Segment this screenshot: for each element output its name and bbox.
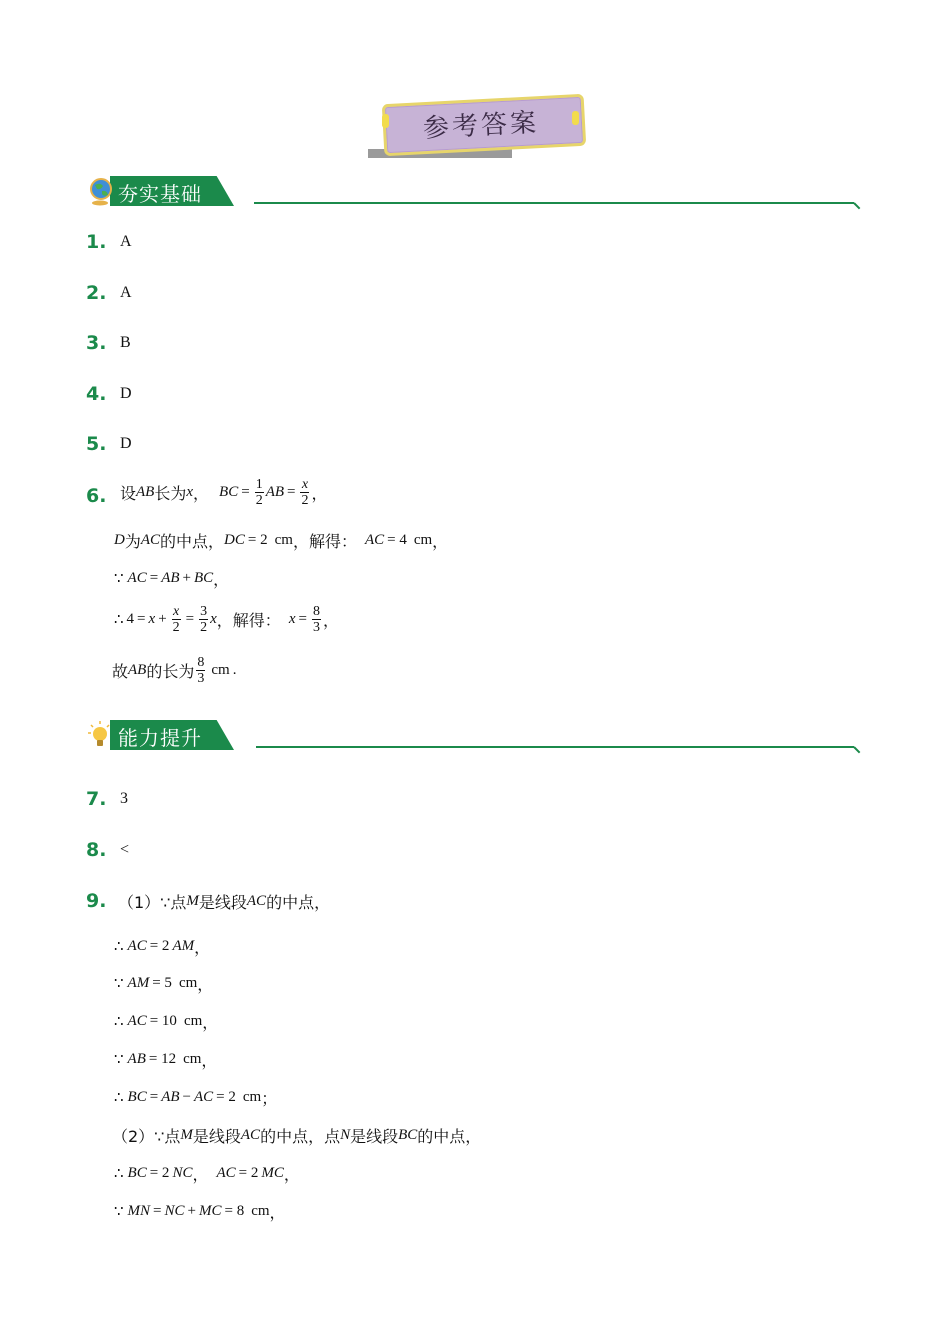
solution-line: ∵ AC = AB + BC ， — [114, 570, 230, 589]
section-rule — [254, 202, 854, 204]
question-number: 2. — [86, 282, 107, 304]
lightbulb-icon — [88, 720, 118, 750]
solution-line: （1）∵点 M 是线段 AC 的中点， — [118, 893, 331, 912]
question-number: 1. — [86, 231, 107, 253]
solution-line: D 为 AC 的中点， DC = 2 cm ，解得： AC = 4 cm ， — [114, 532, 449, 551]
section-rule-hook — [853, 746, 860, 753]
fraction: $\frac{8}{3}$ — [197, 655, 205, 686]
solution-line: ∵ AM = 5 cm ， — [114, 975, 214, 994]
answer: 3 — [120, 790, 128, 807]
fraction: $\frac{x}{2}$ — [172, 604, 180, 635]
question-number: 4. — [86, 383, 107, 405]
question-number: 7. — [86, 788, 107, 810]
section-header-basic — [88, 176, 868, 206]
fraction: $\frac{1}{2}$ — [255, 477, 263, 508]
solution-line: 故 AB 的长为 $\frac{8}{3}$ cm . — [112, 655, 237, 686]
question-number: 6. — [86, 485, 107, 507]
answer: D — [120, 435, 132, 452]
solution-line: ∵ AB = 12 cm ， — [114, 1051, 218, 1070]
solution-line: ∴ AC = 2 AM ， — [114, 938, 211, 957]
globe-icon — [88, 176, 118, 206]
question-number: 8. — [86, 839, 107, 861]
solution-line: （2）∵点 M 是线段 AC 的中点，点 N 是线段 BC 的中点， — [112, 1127, 482, 1146]
solution-line: ∴ AC = 10 cm ， — [114, 1013, 219, 1032]
fraction: $\frac{3}{2}$ — [200, 604, 208, 635]
answer: A — [120, 233, 132, 250]
fraction: $\frac{x}{2}$ — [301, 477, 309, 508]
question-number: 5. — [86, 433, 107, 455]
solution-line: ∴ BC = 2 NC ， AC = 2 MC ， — [114, 1165, 300, 1184]
solution-line: ∴ BC = AB − AC = 2 cm ； — [114, 1089, 278, 1108]
section-label: 能力提升 — [118, 726, 202, 750]
section-header-advanced — [88, 720, 868, 750]
section-rule — [256, 746, 854, 748]
answer: < — [120, 841, 130, 858]
answer: D — [120, 385, 132, 402]
question-number: 9. — [86, 890, 107, 912]
section-label: 夯实基础 — [118, 182, 202, 206]
solution-line: ∵ MN = NC + MC = 8 cm ， — [114, 1203, 286, 1222]
page-title: 参考答案 — [422, 107, 540, 145]
solution-line: ∴ 4 = x + $\frac{x}{2}$ = $\frac{3}{2}$ x ，解得： x = $\frac{8}{3}$ ， — [114, 604, 339, 635]
solution-line: 设 AB 长为 x ， BC = $\frac{1}{2}$ AB = $\frac{x}{2}$ ， — [120, 477, 328, 508]
fraction: $\frac{8}{3}$ — [312, 604, 320, 635]
answer: B — [120, 334, 131, 351]
section-rule-hook — [853, 202, 860, 209]
question-number: 3. — [86, 332, 107, 354]
answer: A — [120, 284, 132, 301]
